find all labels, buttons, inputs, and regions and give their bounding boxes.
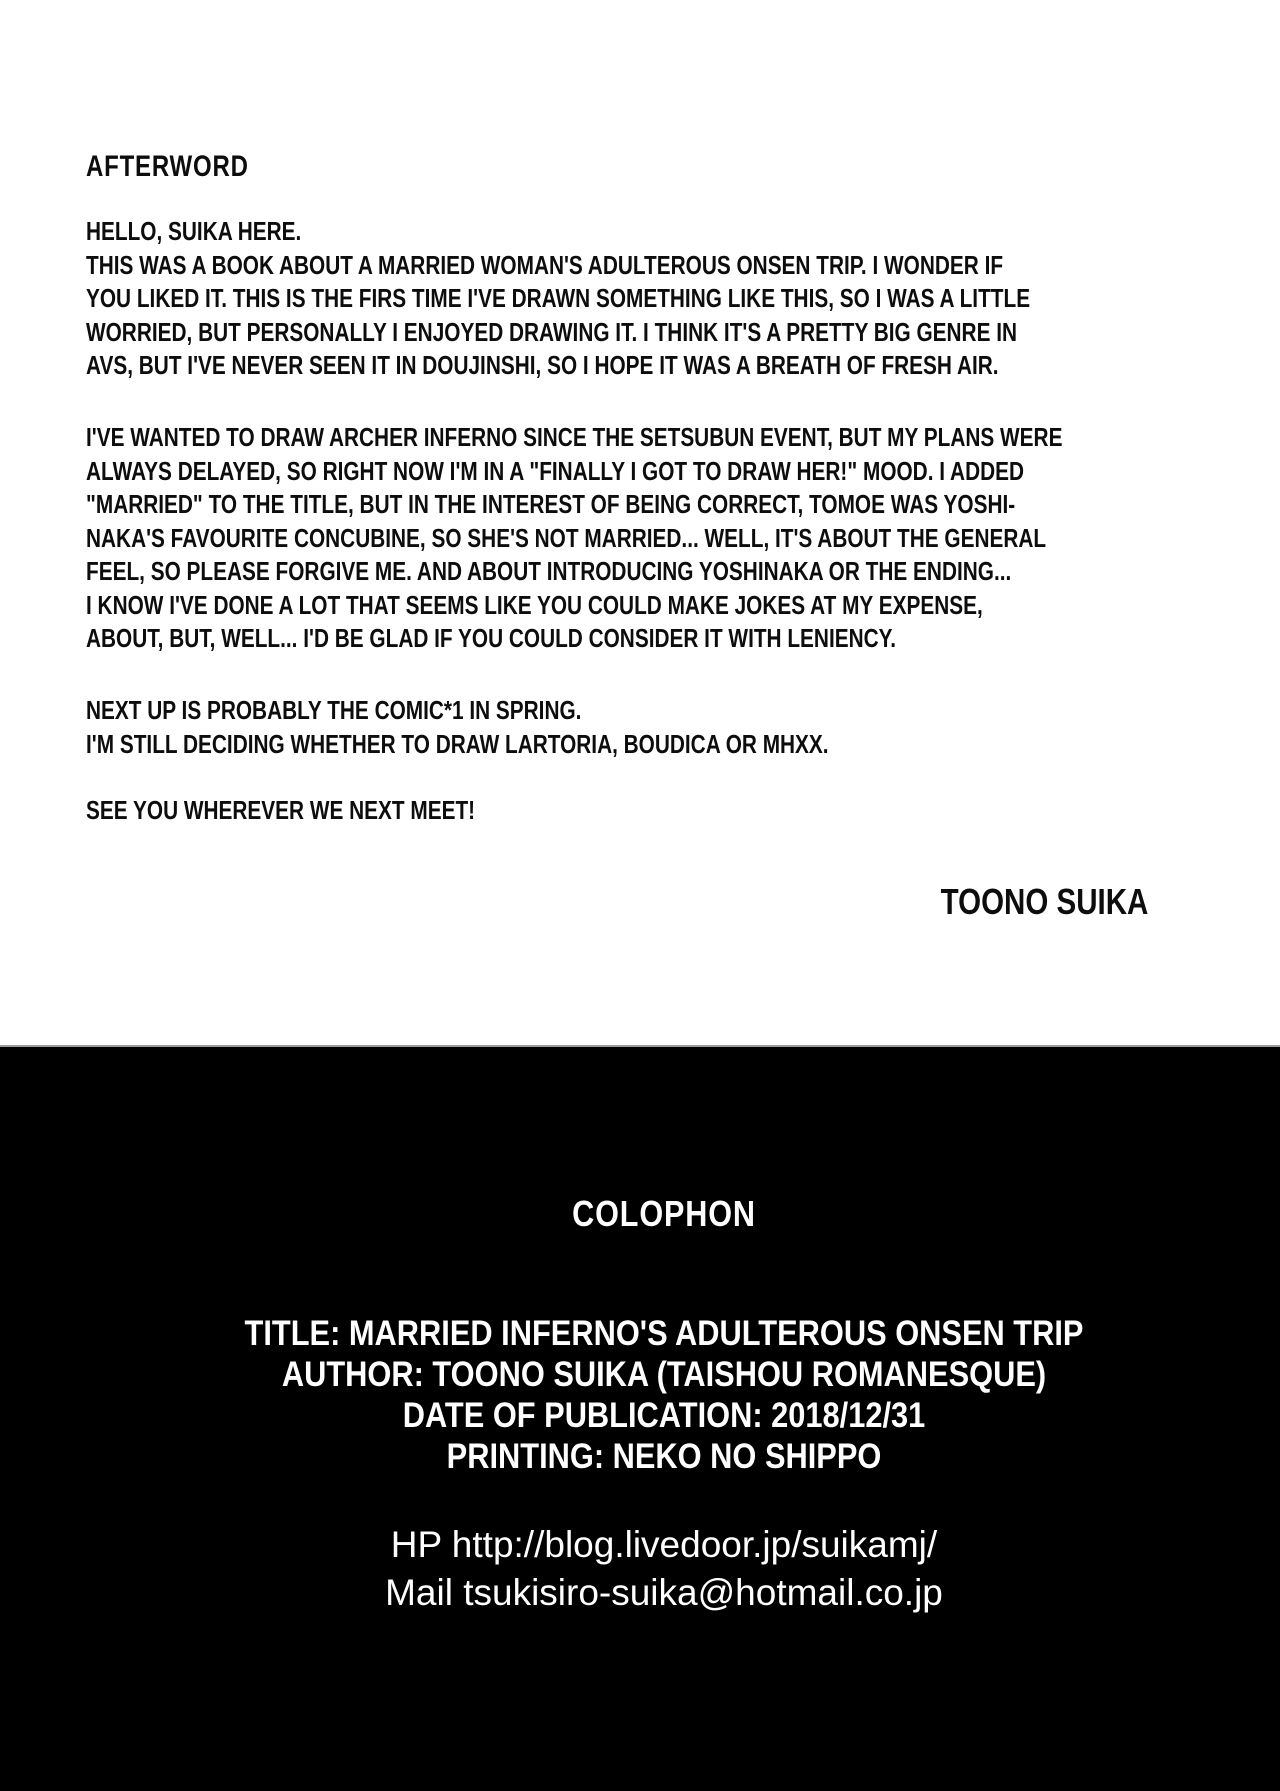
afterword-text-line: "MARRIED" TO THE TITLE, BUT IN THE INTEREST OF BEING CORRECT, TOMOE WAS YOSHI- xyxy=(86,489,1016,519)
afterword-paragraph xyxy=(86,421,1062,656)
afterword-text-line: NEXT UP IS PROBABLY THE COMIC*1 IN SPRING. xyxy=(86,695,582,725)
afterword-text-line: ABOUT, BUT, WELL... I'D BE GLAD IF YOU COULD CONSIDER IT WITH LENIENCY. xyxy=(86,623,896,653)
afterword-paragraph xyxy=(86,215,1030,383)
afterword-heading: AFTERWORD xyxy=(86,150,249,183)
afterword-text-line: WORRIED, BUT PERSONALLY I ENJOYED DRAWING IT. I THINK IT'S A PRETTY BIG GENRE IN xyxy=(86,316,1018,347)
colophon-section xyxy=(0,1045,1280,1791)
colophon-mail-line: Mail tsukisiro-suika@hotmail.co.jp xyxy=(385,1572,943,1613)
afterword-paragraph xyxy=(86,794,475,828)
afterword-text-line: I'VE WANTED TO DRAW ARCHER INFERNO SINCE THE SETSUBUN EVENT, BUT MY PLANS WERE xyxy=(86,422,1063,452)
colophon-contact-block xyxy=(24,1521,1280,1617)
colophon-title-line: TITLE: MARRIED INFERNO'S ADULTEROUS ONSEN TRIP xyxy=(244,1314,1084,1353)
afterword-text-line: I KNOW I'VE DONE A LOT THAT SEEMS LIKE YOU COULD MAKE JOKES AT MY EXPENSE, xyxy=(86,589,983,620)
afterword-text-line: I'M STILL DECIDING WHETHER TO DRAW LARTORIA, BOUDICA OR MHXX. xyxy=(86,728,829,759)
afterword-text-line: FEEL, SO PLEASE FORGIVE ME. AND ABOUT INTRODUCING YOSHINAKA OR THE ENDING... xyxy=(86,556,1012,586)
afterword-text-line: NAKA'S FAVOURITE CONCUBINE, SO SHE'S NOT MARRIED... WELL, IT'S ABOUT THE GENERAL xyxy=(86,522,1047,553)
afterword-text-line: YOU LIKED IT. THIS IS THE FIRS TIME I'VE DRAWN SOMETHING LIKE THIS, SO I WAS A LITTLE xyxy=(86,283,1031,313)
colophon-homepage-line: HP http://blog.livedoor.jp/suikamj/ xyxy=(390,1524,938,1565)
afterword-text-line: SEE YOU WHEREVER WE NEXT MEET! xyxy=(86,795,476,825)
afterword-text-line: ALWAYS DELAYED, SO RIGHT NOW I'M IN A "FINALLY I GOT TO DRAW HER!" MOOD. I ADDED xyxy=(86,455,1025,486)
afterword-paragraph xyxy=(86,694,829,761)
afterword-text-line: AVS, BUT I'VE NEVER SEEN IT IN DOUJINSHI, SO I HOPE IT WAS A BREATH OF FRESH AIR. xyxy=(86,350,999,380)
afterword-text-line: HELLO, SUIKA HERE. xyxy=(86,216,302,246)
colophon-printing-line: PRINTING: NEKO NO SHIPPO xyxy=(446,1437,882,1476)
author-signature: TOONO SUIKA xyxy=(940,881,1148,922)
colophon-author-line: AUTHOR: TOONO SUIKA (TAISHOU ROMANESQUE) xyxy=(281,1355,1047,1394)
colophon-info-block xyxy=(101,1313,1227,1477)
colophon-date-line: DATE OF PUBLICATION: 2018/12/31 xyxy=(402,1396,926,1435)
colophon-heading: COLOPHON xyxy=(572,1193,756,1234)
afterword-text-line: THIS WAS A BOOK ABOUT A MARRIED WOMAN'S ADULTEROUS ONSEN TRIP. I WONDER IF xyxy=(86,249,1004,280)
